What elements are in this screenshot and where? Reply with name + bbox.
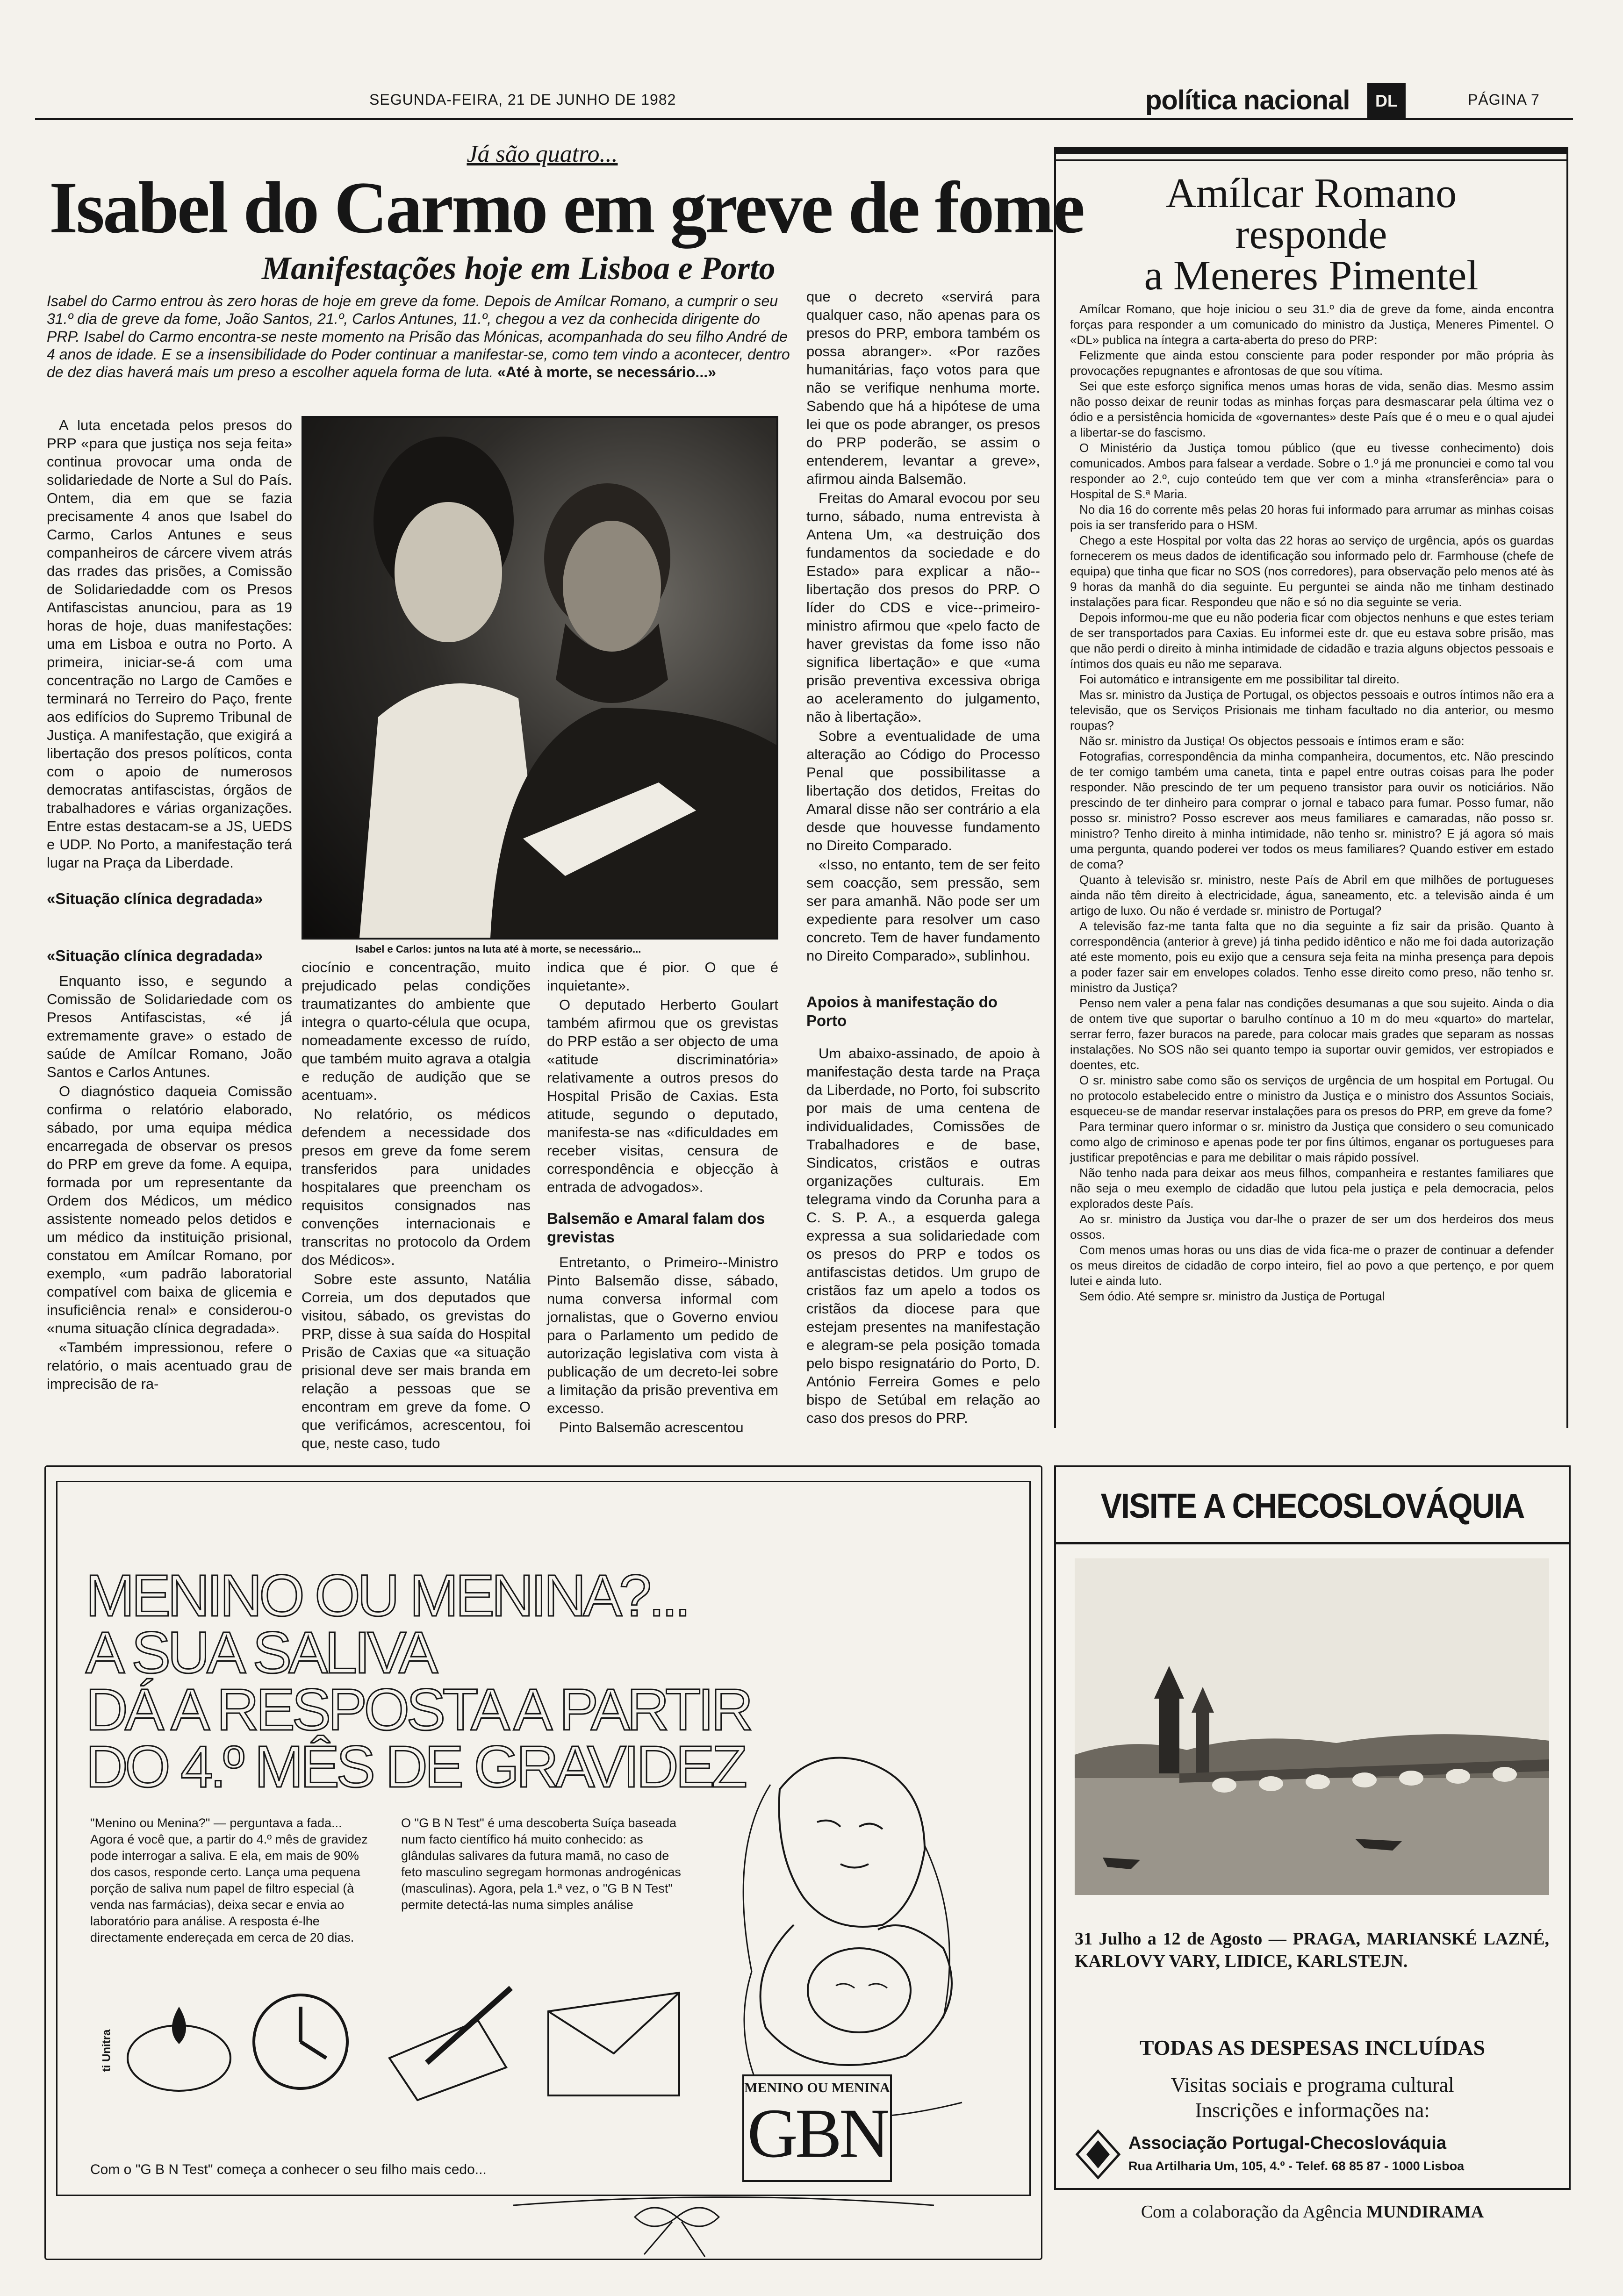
running-head — [0, 85, 1623, 119]
photo-illustration — [303, 418, 776, 938]
column-1-top — [47, 416, 292, 944]
header-section: política nacional — [1145, 85, 1350, 115]
side-paragraph: Não tenho nada para deixar aos meus filhos, companheira e restantes familiares que não seja o meu exemplo de cidadão que lutou pela justiça e pela democracia, pelos explorados deste País. — [1070, 1166, 1554, 1211]
body-paragraph: ciocínio e concentração, muito prejudicado pelas condições traumatizantes do ambiente que integra o quarto-célula que ocupa, nomeadamente excesso de ruído, que também muito agrava a otalgia e redução de audição que se acentuam». — [302, 959, 531, 1103]
pen-paper-icon — [371, 1979, 525, 2105]
ad-headline-line-1: MENINO OU MENINA?... — [86, 1563, 688, 1629]
gift-ribbon — [513, 2189, 934, 2259]
side-headline-line-1: Amílcar Romano — [1165, 170, 1457, 216]
header-date: SEGUNDA-FEIRA, 21 DE JUNHO DE 1982 — [369, 91, 676, 108]
body-paragraph: indica que é pior. O que é inquietante». — [547, 959, 778, 994]
side-paragraph: Mas sr. ministro da Justiça de Portugal, os objectos pessoais e outros íntimos não era a televisão, que os Serviços Prisionais me tinham facultado no dia anterior, ou mesmo roupas? — [1070, 688, 1554, 732]
gbn-brand-label: MENINO OU MENINA — [744, 2080, 890, 2095]
ad-headline-line-4: DO 4.º MÊS DE GRAVIDEZ — [86, 1734, 744, 1800]
lead-bold: «Até à morte, se necessário...» — [497, 364, 716, 380]
body-paragraph: «Também impressionou, refere o relatório, o mais acentuado grau de imprecisão de ra- — [47, 1339, 292, 1392]
body-paragraph: que o decreto «servirá para qualquer caso, não apenas para os presos do PRP, embora também os possa abranger». «Por razões humanitárias, faço votos para que não se verifique nenhuma morte. Sabendo que há a hipótese de uma lei que os pode abranger, os presos do PRP poderão, se assim o entenderem, levantar a greve», afirmou ainda Balsemão. — [806, 288, 1040, 487]
travel-program — [1056, 2073, 1569, 2123]
header-page: PÁGINA 7 — [1468, 91, 1540, 108]
travel-included: TODAS AS DESPESAS INCLUÍDAS — [1139, 2036, 1486, 2059]
headline: Isabel do Carmo em greve de fome — [49, 167, 1084, 249]
envelope-icon — [539, 1983, 689, 2105]
side-paragraph: Chego a este Hospital por volta das 22 horas ao serviço de urgência, após os guardas fornecerem os meus dados de identificação sou informado pelo dr. Farmhouse (chefe de equipa) que tinha que ficar no SOS (nos corredores), para observação pelo menos até às 9 horas da manhã do dia seguinte. Eu perguntei se ainda não me tinham destinado instalações para ficar. Respondeu que não e só no dia seguinte se veria. — [1070, 533, 1554, 609]
side-paragraph: Foi automático e intransigente em me possibilitar tal direito. — [1079, 672, 1400, 686]
body-paragraph: O deputado Herberto Goulart também afirmou que os grevistas do PRP estão a ser objecto de uma «atitude discriminatória» relativamente a outros presos do Hospital Prisão de Caxias. Esta atitude, segundo o deputado, manifesta-se nas «dificuldades em receber visitas, censura de correspondência e objecção à entrada de advogados». — [547, 997, 778, 1195]
column-4 — [806, 287, 1040, 1426]
subhead: Manifestações hoje em Lisboa e Porto — [262, 251, 776, 287]
side-paragraph: No dia 16 do corrente mês pelas 20 horas fui informado para arrumar as minhas coisas pois ia ser transferido para o HSM. — [1070, 502, 1554, 532]
column-2 — [302, 958, 531, 1451]
clock-icon — [244, 1983, 357, 2100]
saliva-drop-icon — [118, 1988, 240, 2100]
side-headline — [1056, 170, 1566, 299]
section-badge: DL — [1367, 83, 1406, 119]
ad-steps — [90, 1979, 698, 2109]
side-paragraph: Sei que este esforço significa menos umas horas de vida, senão dias. Mesmo assim não posso deixar de reunir todas as minhas forças para desmascarar pela última vez o ódio e a persistência homicida de «governantes» deste País que é o meu e o qual ajudei a libertar-se do fascismo. — [1070, 379, 1554, 439]
travel-dates: 31 Julho a 12 de Agosto — [1075, 1929, 1263, 1949]
side-paragraph: Para terminar quero informar o sr. ministro da Justiça que considero o seu comunicado como algo de criminoso e apenas pode ter por fins últimos, enganar os portugueses para justificar prepotências e para me debilitar o mais rápido possível. — [1070, 1119, 1554, 1164]
body-paragraph: Sobre este assunto, Natália Correia, um dos deputados que visitou, sábado, os grevistas do PRP, disse à sua saída do Hospital Prisão de Caxias que «a situação prisional deve ser mais branda em relação a pessoas que se encontram em greve da fome. O que verificámos, acrescentou, foi que, neste caso, tudo — [302, 1271, 531, 1451]
ad-travel — [1054, 1465, 1571, 2190]
subheading-porto: Apoios à manifestação do Porto — [806, 993, 998, 1029]
subheading-balsemao: Balsemão e Amaral falam dos grevistas — [547, 1210, 765, 1246]
side-paragraph: A televisão faz-me tanta falta que no dia seguinte a fiz sair da prisão. Quanto à correspondência (anterior à greve) já tinha pedido idêntico e não me foi dada autorização até este momento, pois eu exijo que a censura seja feita na minha presença para depois a poder fazer sair em envelopes colados. Tenho esse direito como preso, não tenho sr. ministro da Justiça? — [1070, 919, 1554, 995]
association-logo-icon — [1075, 2129, 1121, 2180]
side-article-box — [1054, 147, 1568, 1428]
travel-itinerary: 31 Julho a 12 de Agosto — PRAGA, MARIANSKÉ LAZNÉ, KARLOVY VARY, LIDICE, KARLSTEJN. — [1075, 1929, 1550, 1971]
travel-address: Rua Artilharia Um, 105, 4.º - Telef. 68 85 87 - 1000 Lisboa — [1128, 2159, 1465, 2173]
ad-headline-line-2: A SUA SALIVA — [86, 1620, 435, 1686]
prague-photo — [1075, 1558, 1549, 1895]
travel-agency — [1054, 2202, 1571, 2222]
body-paragraph: Freitas do Amaral evocou por seu turno, sábado, numa entrevista à Antena Um, «a destruição dos fundamentos da sociedade e do Estado» para explicar a não--libertação dos presos do PRP. O líder do CDS e vice--primeiro-ministro afirmou que «pelo facto de haver grevistas da fome isso não significa libertação» e que «uma prisão preventiva excessiva obriga ao aceleramento do julgamento, não à libertação». — [806, 490, 1040, 725]
side-top-rule — [1056, 147, 1566, 154]
side-paragraph: Felizmente que ainda estou consciente para poder responder por mão própria às provocações repugnantes e afrontosas de que sou vítima. — [1070, 348, 1554, 378]
body-paragraph: Enquanto isso, e segundo a Comissão de Solidariedade com os Presos Antifascistas, «é já extremamente grave» o estado de saúde de Amílcar Romano, João Santos e Carlos Antunes. — [47, 973, 292, 1080]
lead-text: Isabel do Carmo entrou às zero horas de hoje em greve da fome. Depois de Amílcar Romano, a cumprir o seu 31.º dia de greve da fome, João Santos, 21.º, Carlos Antunes, 11.º, chegou a vez da conhecida dirigente do PRP. Isabel do Carmo encontra-se neste momento na Prisão das Mónicas, acompanhada do seu filho André de 4 anos de idade. E se a insensibilidade do Poder continuar a manifestar-se, como tem vindo a acontecer, dentro de dez dias haverá mais um preso a escolher aquela forma de luta. — [47, 293, 790, 380]
photo-caption: Isabel e Carlos: juntos na luta até à morte, se necessário... — [355, 943, 641, 955]
column-3 — [547, 958, 778, 1435]
side-intro: Amílcar Romano, que hoje iniciou o seu 31.º dia de greve da fome, ainda encontra forças para responder a um comunicado do ministro da Justiça, Meneres Pimentel. O «DL» publica na íntegra a carta-aberta do preso do PRP: — [1070, 302, 1554, 347]
subheading-clinical-degraded: «Situação clínica degradada» — [47, 947, 263, 964]
side-paragraph: Sem ódio. Até sempre sr. ministro da Justiça de Portugal — [1079, 1289, 1385, 1303]
ad-left-copy: "Menino ou Menina?" — perguntava a fada... Agora é você que, a partir do 4.º mês de gravidez pode interrogar a saliva. E ela, em mais de 90% dos casos, responde certo. Lança uma pequena porção de saliva num papel de filtro especial (à venda nas farmácias), deixa secar e envia ao laboratório para análise. A resposta é-lhe directamente endereçada em cerca de 20 dias. — [90, 1816, 368, 1944]
gbn-brand-box — [742, 2074, 892, 2182]
column-1-bottom — [47, 947, 292, 1423]
side-paragraph: Com menos umas horas ou uns dias de vida fica-me o prazer de continuar a defender os meus direitos de cidadão de corpo inteiro, fiel ao povo a que pertenço, e por quem lutei e ainda luto. — [1070, 1243, 1554, 1288]
body-paragraph: O diagnóstico daqueia Comissão confirma o relatório elaborado, sábado, por uma equipa médica encarregada de observar os presos do PRP em greve da fome. A equipa, formada por um representante da Ordem dos Médicos, um médico assistente nomeado pelos detidos e um médico da instituição prisional, constatou em Amílcar Romano, por exemplo, «um padrão laboratorial compatível com baixa de glicemia e insuficiência renal» e considerou-o «numa situação clínica degradada». — [47, 1083, 292, 1336]
body-paragraph: Um abaixo-assinado, de apoio à manifestação desta tarde na Praça da Liberdade, no Porto, foi subscrito por mais de uma centena de individualidades, Comissões de Trabalhadores e de base, Sindicatos, cristãos e outras organizações culturais. Em telegrama vindo da Corunha para a C. S. P. A., a esquerda galega expressa a sua solidariedade com os presos do PRP e todos os antifascistas detidos. Um grupo de cristãos faz um apelo a todos os cristãos da diocese para que estejam presentes na manifestação e alegram-se pela posição tomada pelo bispo resignatário do Porto, D. António Ferreira Gomes e pelo bispo de Setúbal em relação ao caso dos presos do PRP. — [806, 1045, 1040, 1426]
side-paragraph: Ao sr. ministro da Justiça vou dar-lhe o prazer de ser um dos herdeiros dos meus ossos. — [1070, 1212, 1554, 1241]
side-paragraph: Não sr. ministro da Justiça! Os objectos pessoais e íntimos eram e são: — [1079, 734, 1465, 748]
travel-program-line-2: Inscrições e informações na: — [1195, 2099, 1430, 2122]
travel-title-rule — [1056, 1542, 1569, 1544]
header-rule — [35, 118, 1573, 120]
side-top-rule-thin — [1056, 159, 1566, 161]
side-paragraph: O sr. ministro sabe como são os serviços de urgência de um hospital em Portugal. Ou no protocolo estabelecido entre o ministro da Justiça e o ministro dos Assuntos Sociais, esqueceu-se de mandar reservar instalações para os presos do PRP, em greve da fome? — [1070, 1073, 1554, 1118]
gbn-logo: GBN — [747, 2095, 887, 2172]
travel-title: VISITE A CHECOSLOVÁQUIA — [1100, 1486, 1524, 1525]
travel-cities: PRAGA, MARIANSKÉ LAZNÉ, KARLOVY VARY, LIDICE, KARLSTEJN. — [1075, 1929, 1550, 1971]
body-paragraph: Pinto Balsemão acrescentou — [559, 1419, 744, 1435]
body-paragraph: Sobre a eventualidade de uma alteração ao Código do Processo Penal que possibilitasse a libertação dos detidos, Freitas do Amaral disse não ser contrário a ela desde que houvesse fundamento no Direito Comparado. — [806, 728, 1040, 854]
ad-right-copy: O "G B N Test" é uma descoberta Suíça baseada num facto científico há muito conhecido: as glândulas salivares da futura mamã, no caso de feto masculino segregam hormonas androgénicas (masculinas). Agora, pela 1.ª vez, o "G B N Test" permite detectá-las numa simples análise — [401, 1816, 681, 1912]
side-paragraph: O Ministério da Justiça tomou público (que eu tivesse conhecimento) dois comunicados. Ambos para falsear a verdade. Sobre o 1.º já me pronunciei e como tal vou responder ao 2.º, cujo conteúdo tem que ver com a minha «transferência» para o Hospital de S.ª Maria. — [1070, 441, 1554, 501]
side-paragraph: Fotografias, correspondência da minha companheira, documentos, etc. Não prescindo de ter comigo também uma caneta, tinta e papel entre outras coisas para lhe poder responder. Não prescindo de ter um pequeno transistor para ouvir os noticiários. Não prescindo de ter dinheiro para comprar o jornal e tabaco para fumar. Posso fumar, não posso sr. ministro? Posso escrever aos meus familiares e camaradas, não posso sr. ministro? Tenho direito à minha intimidade, não tenho sr. ministro? E já agora só mais uma pergunta, quando poderei ver todos os meus familiares? Quando estiver em estado de coma? — [1070, 749, 1554, 871]
side-paragraph: Penso nem valer a pena falar nas condições desumanas a que sou sujeito. Ainda o dia de ontem tive que suportar o barulho contínuo a 10 m do meu «quarto» do martelar, serrar ferro, fazer buracos na parede, para colocar mais grades que separam as nossas instalações. No SOS não sei quanto tempo ia suportar ouvir gemidos, ver estropiados e doentes, etc. — [1070, 996, 1554, 1072]
body-paragraph: No relatório, os médicos defendem a necessidade dos presos em greve da fome serem transferidos para unidades hospitalares que preencham os requisitos consignados nas convenções internacionais e transcritas no protocolo da Ordem dos Médicos». — [302, 1106, 531, 1268]
travel-agency-prefix: Com a colaboração da Agência — [1141, 2202, 1362, 2222]
side-headline-line-2: responde — [1235, 211, 1387, 258]
side-paragraph: Quanto à televisão sr. ministro, neste País de Abril em que milhões de portugueses ainda não têm direito à electricidade, água, saneamento, etc. a televisão ainda é um artigo de luxo. Ou não é verdade sr. ministro de Portugal? — [1070, 873, 1554, 918]
side-paragraph: Depois informou-me que eu não poderia ficar com objectos nenhuns e que estes teriam de ser transportados para Caxias. Eu informei este dr. que eu estava sobre prisão, mas que não perdi o direito à minha intimidade de cidadão e trazia alguns objectos pessoais e íntimos dos quais eu não me separava. — [1070, 610, 1554, 671]
photo-isabel-carlos — [302, 416, 778, 940]
ad-gbn — [44, 1465, 1042, 2260]
side-headline-line-3: a Meneres Pimentel — [1144, 252, 1479, 299]
travel-program-line-1: Visitas sociais e programa cultural — [1171, 2074, 1454, 2096]
lead-paragraph — [47, 292, 797, 381]
ad-tagline: Com o "G B N Test" começa a conhecer o seu filho mais cedo... — [90, 2162, 487, 2177]
side-body — [1070, 301, 1554, 1421]
lab-mark: ti Unitra — [100, 2029, 113, 2072]
body-paragraph: «Isso, no entanto, tem de ser feito sem coacção, sem pressão, sem ser para amanhã. Não pode ser um expediente para resolver um caso concreto. Tem de haver fundamento no Direito Comparado», sublinhou. — [806, 856, 1040, 964]
body-paragraph: Entretanto, o Primeiro--Ministro Pinto Balsemão disse, sábado, numa conversa informal com jornalistas, que o Governo enviou para o Parlamento um pedido de autorização legislativa com vista à publicação de um decreto-lei sobre a limitação da prisão preventiva em excesso. — [547, 1254, 778, 1416]
body-paragraph: A luta encetada pelos presos do PRP «para que justiça nos seja feita» continua provocar uma onda de solidariedade de Norte a Sul do País. Ontem, dia em que se fazia precisamente 4 anos que Isabel do Carmo, Carlos Antunes e seus companheiros de cárcere vivem atrás das rrades das prisões, a Comissão de Solidariedadde com os Presos Antifascistas anunciou, para as 19 horas de hoje, duas manifestações: uma em Lisboa e outra no Porto. A primeira, iniciar-se-á com uma concentração no Largo de Camões e terminará no Terreiro do Paço, frente aos edifícios do Supremo Tribunal de Justiça. A manifestação, que exigirá a libertação dos presos políticos, conta com o apoio de numerosos democratas antifascistas, órgãos de trabalhadores e várias organizações. Entre estas destacam-se a JS, UEDS e UDP. No Porto, a manifestação terá lugar na Praça da Liberdade. — [47, 417, 292, 871]
travel-org: Associação Portugal-Checoslováquia — [1128, 2133, 1446, 2153]
subheading-clinical: «Situação clínica degradada» — [47, 890, 263, 907]
kicker: Já são quatro... — [467, 141, 618, 167]
ad-headline-line-3: DÁ A RESPOSTA A PARTIR — [86, 1677, 750, 1743]
travel-agency-name: MUNDIRAMA — [1366, 2202, 1484, 2222]
